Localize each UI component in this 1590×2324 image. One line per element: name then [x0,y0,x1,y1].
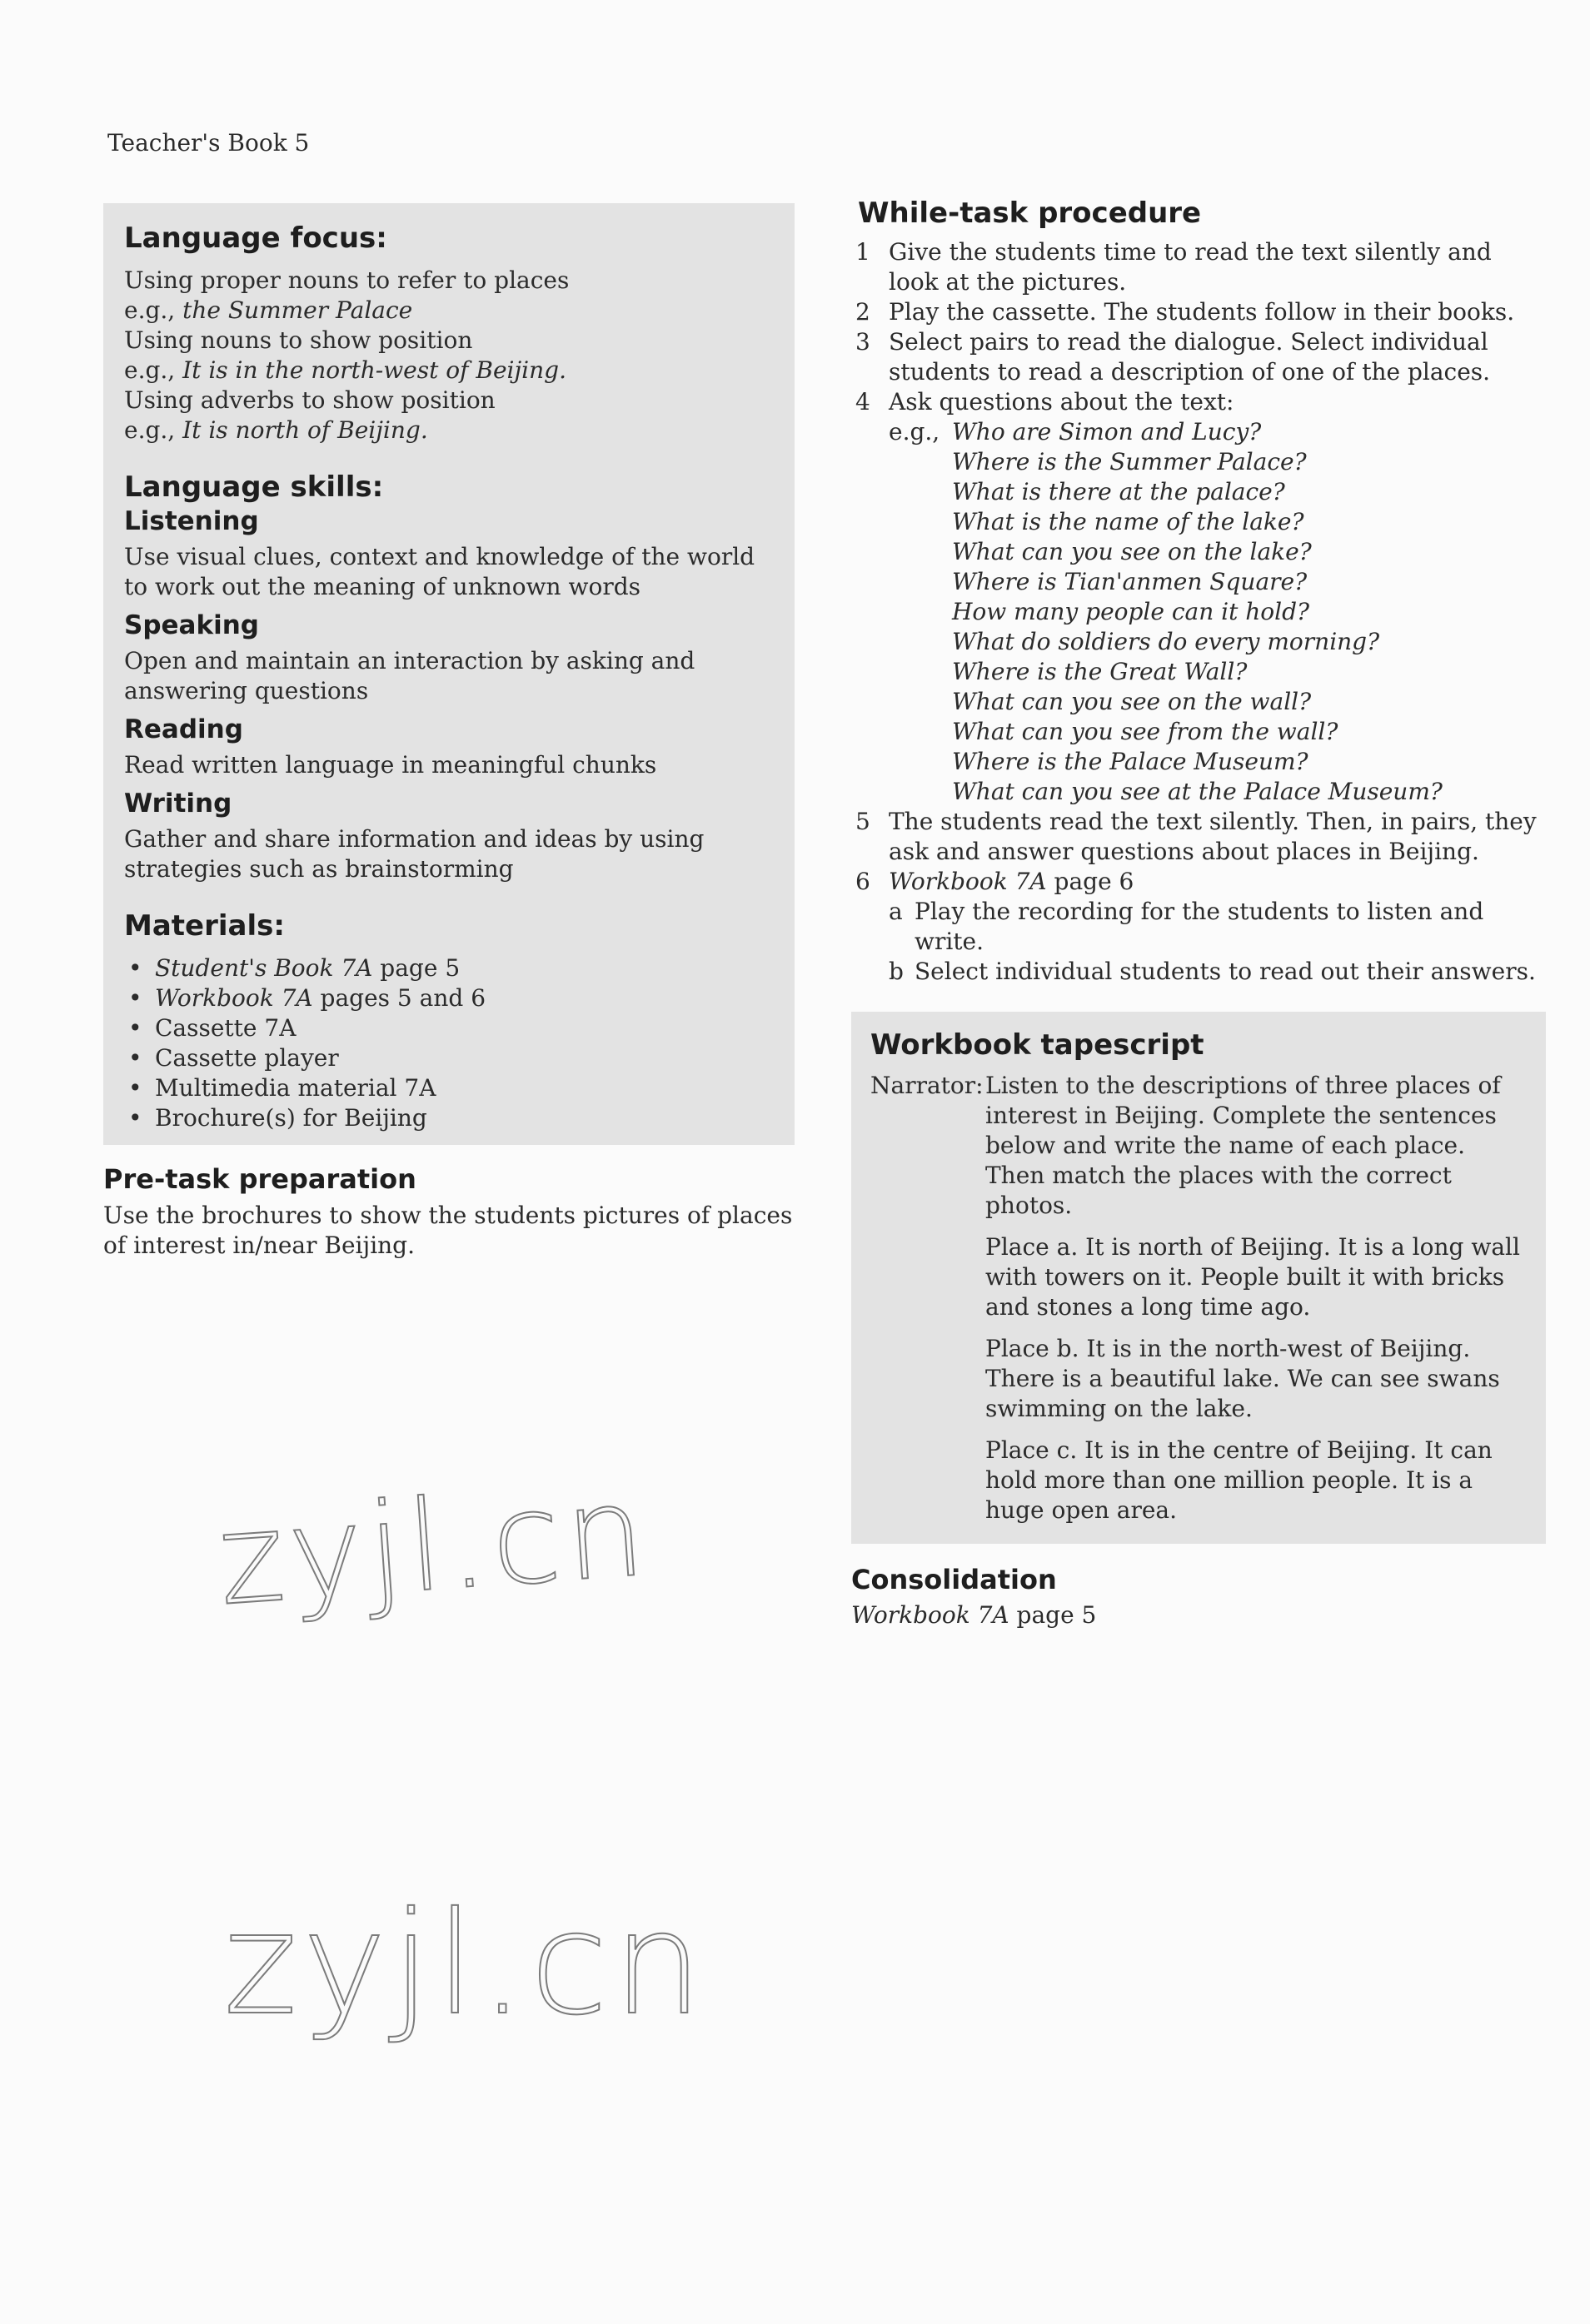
procedure-step: 3 Select pairs to read the dialogue. Select individual students to read a description of one of the places. [855,327,1491,386]
consolidation-section [851,1564,1546,1630]
materials-heading: Materials: [124,909,285,943]
question-item: Who are Simon and Lucy? [952,417,1262,445]
language-focus-item: Using adverbs to show position [124,386,496,414]
listening-heading: Listening [124,505,259,536]
watermark-logo: zyjl.cn [213,1459,655,1634]
question-item: What is there at the palace? [952,477,1285,505]
speaking-text: Open and maintain an interaction by asking and answering questions [124,646,695,704]
materials-item: • Workbook 7A pages 5 and 6 [128,984,486,1013]
materials-item: • Cassette 7A [128,1014,297,1043]
language-focus-item: e.g., It is in the north-west of Beijing. [124,356,566,384]
tapescript-paragraph: Listen to the descriptions of three places of interest in Beijing. Complete the sentences below and write the name of each place. Then match the places with the correct photos. [985,1071,1501,1219]
language-focus-item: Using nouns to show position [124,326,473,354]
question-item: Where is Tian'anmen Square? [952,567,1308,595]
objectives-box [103,203,795,1145]
question-item: What can you see on the lake? [952,537,1312,565]
narrator-label: Narrator: [870,1071,984,1099]
pre-task-text: Use the brochures to show the students pictures of places of interest in/near Beijing. [103,1201,793,1259]
question-item: Where is the Great Wall? [952,657,1248,685]
question-item: Where is the Summer Palace? [952,447,1307,475]
reading-text: Read written language in meaningful chunks [124,751,657,779]
bullet-icon: • [128,1104,142,1132]
language-focus-list [124,266,773,445]
materials-item: • Cassette player [128,1044,339,1072]
reading-heading: Reading [124,714,243,744]
language-focus-heading: Language focus: [124,221,387,255]
listening-text: Use visual clues, context and knowledge of the world to work out the meaning of unknown words [124,542,755,600]
bullet-icon: • [128,984,142,1013]
question-list: e.g., Who are Simon and Lucy? Where is the Summer Palace? What is there at the palace? What is the name of the lake? What can you see on the lake? Where is Tian'anmen Square? How many people can it hold? What do soldiers do every morning? Where is the Great Wall? What can you see on the wall? What can you see from the wall? Where is the Palace Museum? What can you see at the Palace Museum? [889,417,1546,807]
tapescript-body [985,1071,1529,1525]
bullet-icon: • [128,1044,142,1072]
sub-step-list [889,897,1546,987]
writing-heading: Writing [124,789,232,819]
bullet-icon: • [128,954,142,983]
question-item: What can you see on the wall? [952,687,1312,715]
workbook-tapescript-box [851,1012,1546,1544]
materials-item: • Multimedia material 7A [128,1074,436,1102]
procedure-step: 6 Workbook 7A page 6 a Play the recording for the students to listen and write. b Select individual students to read out their answers. [851,867,1546,987]
question-item: What is the name of the lake? [952,507,1304,535]
watermark-logo: zyjl.cn [223,1882,708,2047]
pre-task-heading: Pre-task preparation [103,1163,416,1196]
language-focus-item: e.g., the Summer Palace [124,296,413,324]
language-focus-item: e.g., It is north of Beijing. [124,416,428,444]
procedure-step: 2 Play the cassette. The students follow in their books. [855,297,1515,326]
right-column [851,197,1546,1630]
workbook-tapescript-heading: Workbook tapescript [870,1028,1204,1062]
question-item: How many people can it hold? [952,597,1310,625]
procedure-step: 1 Give the students time to read the text silently and look at the pictures. [855,237,1492,296]
question-item: Where is the Palace Museum? [952,747,1308,775]
tapescript-row [870,1071,1529,1525]
while-task-steps [851,237,1546,987]
sub-step: a Play the recording for the students to listen and write. [889,897,1484,955]
pre-task-section [103,1163,795,1260]
materials-item: • Student's Book 7A page 5 [128,954,461,983]
materials-list [124,953,773,1133]
question-item: What do soldiers do every morning? [952,627,1380,655]
tapescript-paragraph: Place a. It is north of Beijing. It is a long wall with towers on it. People built it with bricks and stones a long time ago. [985,1232,1520,1321]
consolidation-text: Workbook 7A page 5 [851,1600,1097,1629]
writing-text: Gather and share information and ideas by using strategies such as brainstorming [124,825,705,883]
language-skills-heading: Language skills: [124,470,384,504]
left-column [103,203,795,1261]
bullet-icon: • [128,1014,142,1043]
question-item: What can you see at the Palace Museum? [952,777,1443,805]
running-header: Teacher's Book 5 [107,129,310,157]
question-item: What can you see from the wall? [952,717,1338,745]
while-task-heading: While-task procedure [858,197,1202,230]
consolidation-heading: Consolidation [851,1563,1057,1595]
tapescript-paragraph: Place b. It is in the north-west of Beijing. There is a beautiful lake. We can see swans swimming on the lake. [985,1334,1500,1422]
sub-step: b Select individual students to read out their answers. [889,957,1536,985]
materials-item: • Brochure(s) for Beijing [128,1104,427,1132]
procedure-step: 4 Ask questions about the text: e.g., Who are Simon and Lucy? Where is the Summer Palace? What is there at the palace? What is the name of the lake? What can you see on the lake? Where is Tian'anmen Square? How many people can it hold? What do soldiers do every morning? Where is the Great Wall? What can you see on the wall? What can you see from the wall? Where is the Palace Museum? What can you see at the Palace Museum? [851,387,1546,807]
procedure-step: 5 The students read the text silently. Then, in pairs, they ask and answer questions about places in Beijing. [855,807,1537,865]
speaking-heading: Speaking [124,610,259,640]
tapescript-paragraph: Place c. It is in the centre of Beijing. It can hold more than one million people. It is a huge open area. [985,1436,1493,1524]
bullet-icon: • [128,1074,142,1102]
language-focus-item: Using proper nouns to refer to places [124,266,570,294]
